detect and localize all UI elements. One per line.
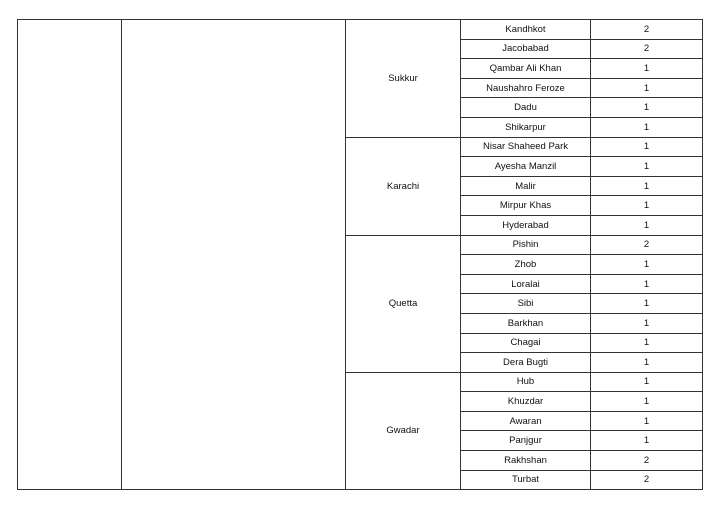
region-cell: Quetta [346,235,461,372]
district-cell: Barkhan [461,313,591,333]
district-cell: Pishin [461,235,591,255]
count-cell: 1 [591,98,703,118]
district-cell: Shikarpur [461,117,591,137]
count-cell: 1 [591,353,703,373]
count-cell: 1 [591,176,703,196]
count-cell: 1 [591,333,703,353]
district-cell: Hyderabad [461,215,591,235]
count-cell: 2 [591,451,703,471]
document-table-container [17,19,703,489]
district-cell: Naushahro Feroze [461,78,591,98]
district-cell: Zhob [461,255,591,275]
district-cell: Awaran [461,411,591,431]
region-cell: Sukkur [346,20,461,138]
count-cell: 1 [591,274,703,294]
district-cell: Sibi [461,294,591,314]
district-cell: Khuzdar [461,392,591,412]
district-cell: Kandhkot [461,20,591,40]
count-cell: 1 [591,196,703,216]
count-cell: 1 [591,431,703,451]
district-cell: Ayesha Manzil [461,157,591,177]
district-cell: Jacobabad [461,39,591,59]
count-cell: 1 [591,372,703,392]
table-row [18,20,703,40]
district-cell: Malir [461,176,591,196]
region-cell: Karachi [346,137,461,235]
region-cell: Gwadar [346,372,461,490]
count-cell: 1 [591,157,703,177]
district-cell: Dera Bugti [461,353,591,373]
blank-column-1 [18,20,122,490]
district-cell: Turbat [461,470,591,490]
count-cell: 1 [591,117,703,137]
district-cell: Panjgur [461,431,591,451]
count-cell: 1 [591,215,703,235]
district-cell: Qambar Ali Khan [461,59,591,79]
district-cell: Nisar Shaheed Park [461,137,591,157]
count-cell: 1 [591,255,703,275]
count-cell: 2 [591,470,703,490]
district-cell: Mirpur Khas [461,196,591,216]
count-cell: 1 [591,78,703,98]
district-cell: Loralai [461,274,591,294]
count-cell: 1 [591,313,703,333]
count-cell: 1 [591,59,703,79]
district-cell: Rakhshan [461,451,591,471]
count-cell: 1 [591,411,703,431]
count-cell: 2 [591,39,703,59]
count-cell: 1 [591,137,703,157]
count-cell: 2 [591,20,703,40]
district-cell: Hub [461,372,591,392]
count-cell: 2 [591,235,703,255]
count-cell: 1 [591,294,703,314]
table-body [18,20,703,490]
district-table [17,19,703,490]
blank-column-2 [122,20,346,490]
district-cell: Dadu [461,98,591,118]
district-cell: Chagai [461,333,591,353]
count-cell: 1 [591,392,703,412]
